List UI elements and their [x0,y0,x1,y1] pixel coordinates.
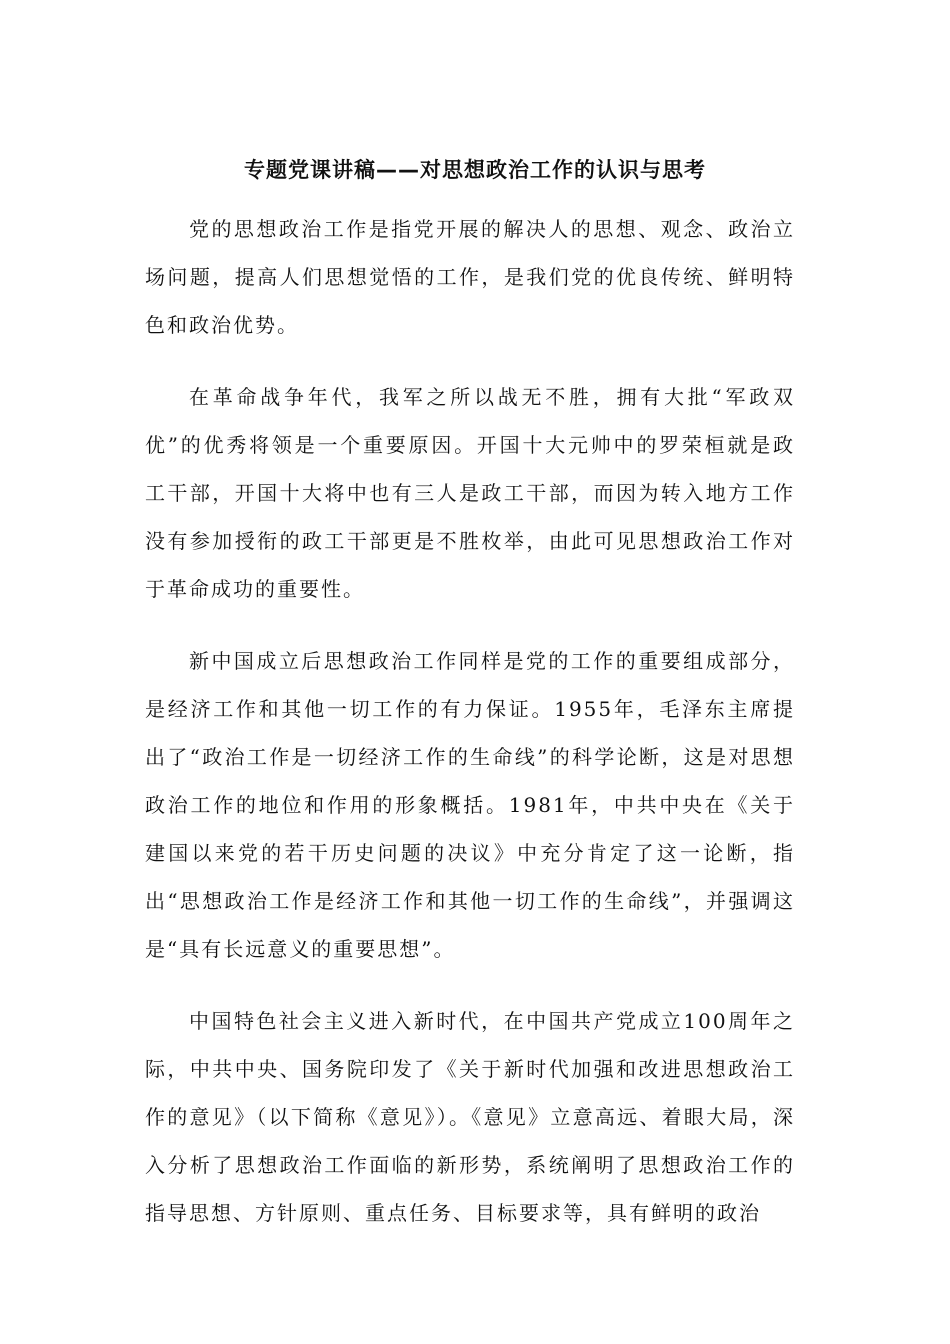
document-title: 专题党课讲稿——对思想政治工作的认识与思考 [244,158,706,182]
paragraph-3: 新中国成立后思想政治工作同样是党的工作的重要组成部分，是经济工作和其他一切工作的有力保证。1955年，毛泽东主席提出了“政治工作是一切经济工作的生命线”的科学论断，这是对思想政治工作的地位和作用的形象概括。1981年，中共中央在《关于建国以来党的若干历史问题的决议》中充分肯定了这一论断，指出“思想政治工作是经济工作和其他一切工作的生命线”，并强调这是“具有长远意义的重要思想”。 [145,649,795,961]
document-body [145,205,795,1261]
paragraph-2: 在革命战争年代，我军之所以战无不胜，拥有大批“军政双优”的优秀将领是一个重要原因。开国十大元帅中的罗荣桓就是政工干部，开国十大将中也有三人是政工干部，而因为转入地方工作没有参加授衔的政工干部更是不胜枚举，由此可见思想政治工作对于革命成功的重要性。 [145,385,795,601]
paragraph-4: 中国特色社会主义进入新时代，在中国共产党成立100周年之际，中共中央、国务院印发了《关于新时代加强和改进思想政治工作的意见》（以下简称《意见》）。《意见》立意高远、着眼大局，深入分析了思想政治工作面临的新形势，系统阐明了思想政治工作的指导思想、方针原则、重点任务、目标要求等，具有鲜明的政治 [145,1009,795,1225]
paragraph-1: 党的思想政治工作是指党开展的解决人的思想、观念、政治立场问题，提高人们思想觉悟的工作，是我们党的优良传统、鲜明特色和政治优势。 [145,217,795,337]
